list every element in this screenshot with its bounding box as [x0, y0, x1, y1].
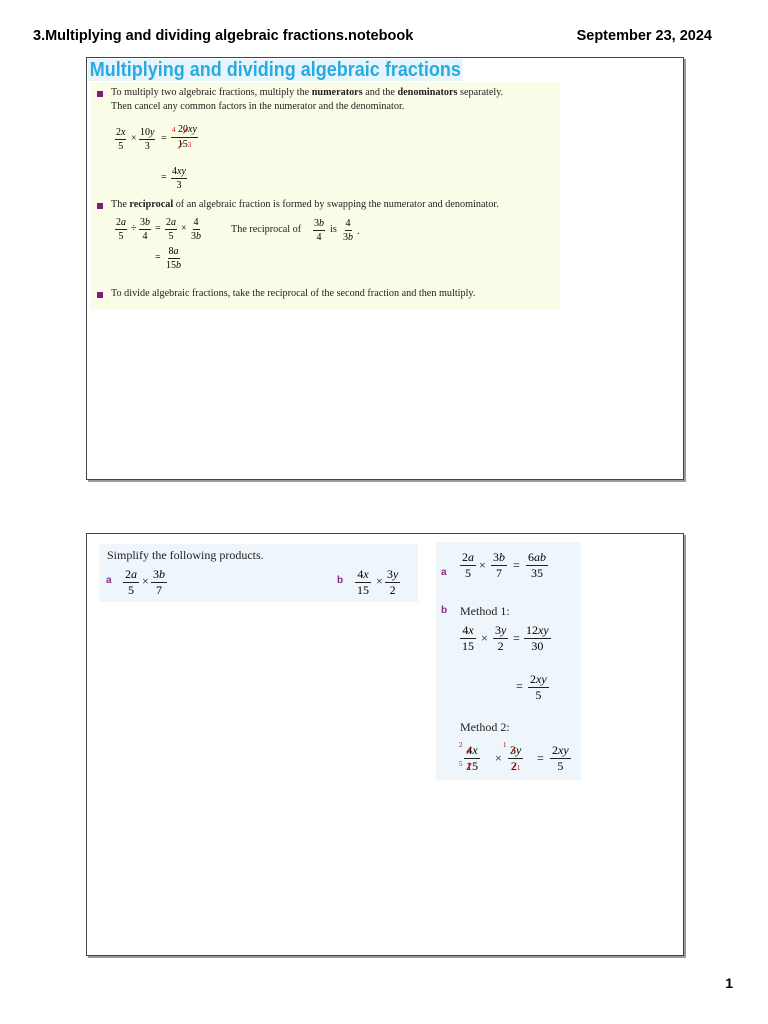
part-b-label: b	[337, 575, 344, 586]
page-number: 1	[725, 975, 733, 991]
question-panel: Simplify the following products. a 2a 5 × 3b 7 b 4x 15 × 3y 2	[99, 544, 418, 602]
notebook-date: September 23, 2024	[576, 28, 712, 44]
bullet-2-text: The reciprocal of an algebraic fraction is formed by swapping the numerator and denominator.	[111, 199, 499, 210]
answer-b-label: b	[441, 605, 448, 616]
bullet-3-text: To divide algebraic fractions, take the reciprocal of the second fraction and then multiply.	[111, 288, 476, 299]
slide-2	[86, 533, 684, 956]
part-a-label: a	[106, 575, 112, 586]
notebook-filename: 3.Multiplying and dividing algebraic fractions.notebook	[33, 28, 414, 44]
bullet-marker	[97, 203, 103, 209]
bullet-marker	[97, 91, 103, 97]
method-1-label: Method 1:	[460, 604, 510, 618]
bullet-1-text: To multiply two algebraic fractions, multiply the numerators and the denominators separately. Then cancel any common factors in the numerator and the denominator.	[111, 87, 504, 112]
slide-1	[86, 57, 684, 480]
slide-title: Multiplying and dividing algebraic fractions	[89, 59, 461, 81]
question-text: Simplify the following products.	[107, 548, 264, 562]
answer-a-label: a	[441, 567, 447, 578]
method-2-label: Method 2:	[460, 720, 510, 734]
bullet-marker	[97, 292, 103, 298]
rules-panel: To multiply two algebraic fractions, multiply the numerators and the denominators separately. Then cancel any common factors in the numerator and the denominator. $\frac{2x}{5}$ × $\frac{10y}{3}$ = $\frac{4 20xy}{153}$ = $\frac{4xy}{3}$ The reciprocal of an algebraic fraction is formed by swapping the numerator and denominator. $\frac{2a}{5}$ ÷ $\frac{3b}{4}$ = $\frac{2a}{5}$ × $\frac{4}{3b}$ = $\frac{8a}{15b}$ The reciprocal of $\frac{3b}{4}$ is $\frac{4}{3b}$ . To divide algebraic fractions, take the reciprocal of the second fraction and then multiply.	[91, 82, 560, 310]
answer-panel: a 2a 5 × 3b 7 = 6ab 35 b Method 1: 4x 15 × 3y 2 = 12xy 30 = 2xy 5 Method 2: 2 4x 5 15 × 1 3y 21 = 2xy 5	[436, 542, 581, 780]
